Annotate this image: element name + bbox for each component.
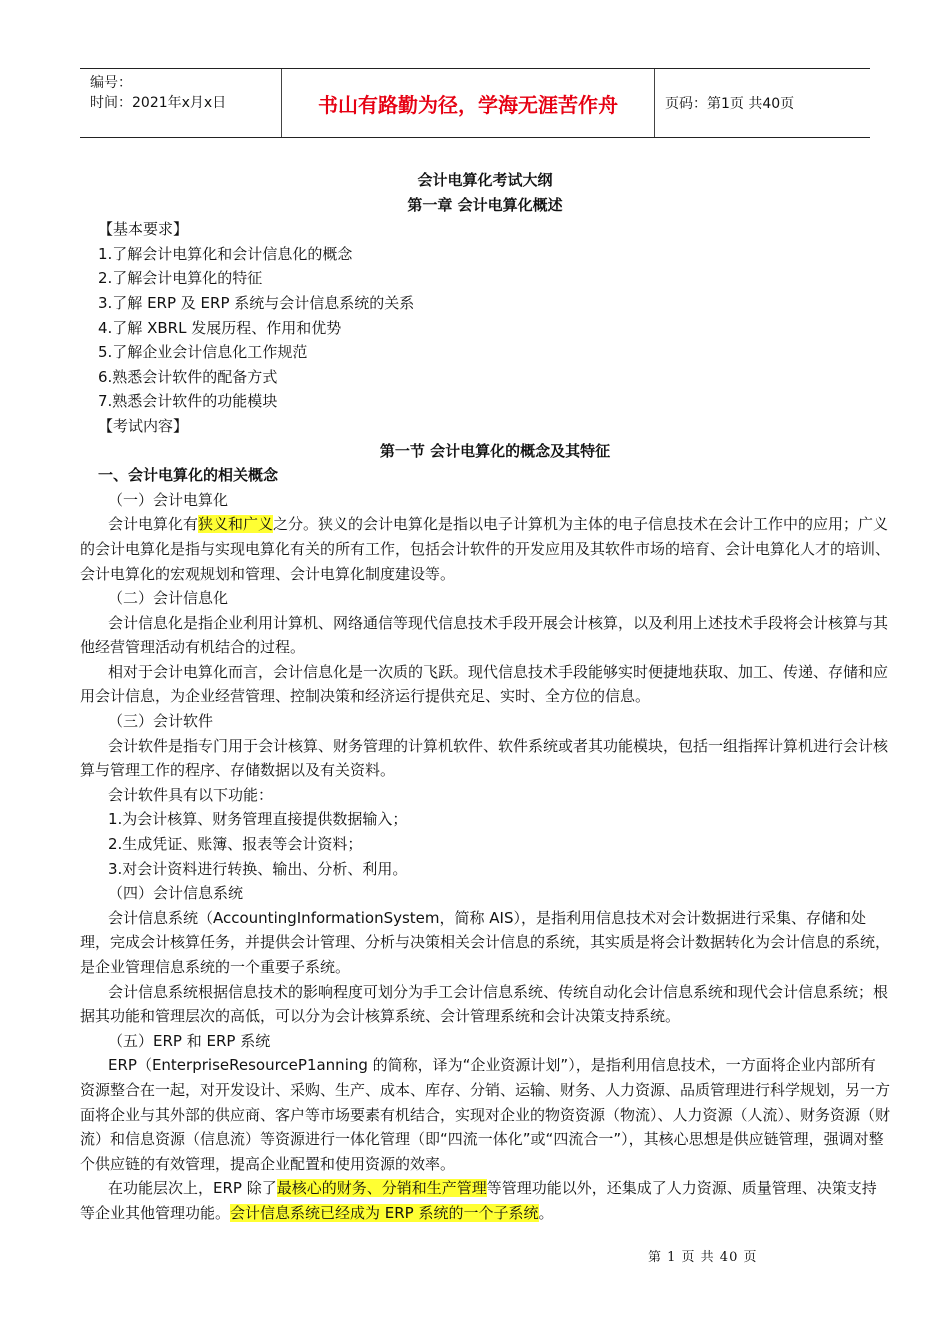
paragraph [80, 1176, 890, 1225]
paragraph: ERP（EnterpriseResourceP1anning 的简称，译为“企业资源计划”），是指利用信息技术，一方面将企业内部所有资源整合在一起，对开发设计、采购、生产、成本、库存、分销、运输、财务、人力资源、品质管理进行科学规划，另一方面将企业与其外部的供应商、客户等市场要素有机结合，实现对企业的物资资源（物流）、人力资源（人流）、财务资源（财流）和信息资源（信息流）等资源进行一体化管理（即“四流一体化”或“四流合一”），其核心思想是供应链管理，强调对整个供应链的有效管理，提高企业配置和使用资源的效率。 [80, 1056, 891, 1173]
highlight-text: 狭义和广义 [198, 515, 274, 534]
req-item: 6.熟悉会计软件的配备方式 [98, 367, 278, 386]
paragraph: 会计信息系统根据信息技术的影响程度可划分为手工会计信息系统、传统自动化会计信息系统和现代会计信息系统；根据其功能和管理层次的高低，可以分为会计核算系统、会计管理系统和会计决策支持系统。 [80, 982, 889, 1026]
page-footer: 第 1 页 共 40 页 [648, 1250, 758, 1265]
highlight-text: 最核心的财务、分销和生产管理 [276, 1179, 487, 1198]
paragraph: 相对于会计电算化而言，会计信息化是一次质的飞跃。现代信息技术手段能够实时便捷地获取、加工、传递、存储和应用会计信息，为企业经营管理、控制决策和经济运行提供充足、实时、全方位的信息。 [80, 662, 889, 706]
paragraph: 会计软件具有以下功能： [108, 785, 274, 804]
text-run: 会计电算化有 [108, 515, 199, 534]
text-run: 在功能层次上，ERP 除了 [108, 1179, 277, 1198]
exam-content-label: 【考试内容】 [98, 416, 189, 435]
header-motto: 书山有路勤为径，学海无涯苦作舟 [281, 69, 655, 137]
paragraph: 会计信息系统（AccountingInformationSystem，简称 AIS），是指利用信息技术对会计数据进行采集、存储和处理，完成会计核算任务，并提供会计管理、分析与决策相关会计信息的系统，其实质是将会计数据转化为会计信息的系统，是企业管理信息系统的一个重要子系统。 [80, 908, 891, 976]
sub-heading: （二）会计信息化 [108, 589, 229, 608]
number-label: 编号： [90, 75, 132, 91]
req-item: 7.熟悉会计软件的功能模块 [98, 392, 278, 411]
header-page-info: 页码：第1页 共40页 [665, 96, 795, 112]
req-item: 5.了解企业会计信息化工作规范 [98, 343, 308, 362]
time-label: 时间：2021年x月x日 [90, 95, 227, 111]
paragraph [80, 512, 890, 586]
basic-req-label: 【基本要求】 [98, 220, 189, 239]
func-item: 1.为会计核算、财务管理直接提供数据输入； [108, 810, 408, 829]
doc-title: 会计电算化考试大纲 [417, 171, 553, 189]
func-item: 3.对会计资料进行转换、输出、分析、利用。 [108, 859, 408, 878]
chapter-title: 第一章 会计电算化概述 [407, 195, 563, 214]
sub-heading: （四）会计信息系统 [108, 884, 244, 903]
text-run: 等管理功能以外，还集成了人力资源、质量管理、决策支持等企业其他管理功能。 [80, 1179, 877, 1222]
req-item: 3.了解 ERP 及 ERP 系统与会计信息系统的关系 [98, 293, 415, 312]
sub-heading: （五）ERP 和 ERP 系统 [108, 1031, 271, 1050]
text-run: 之分。狭义的会计电算化是指以电子计算机为主体的电子信息技术在会计工作中的应用；广义的会计电算化是指与实现电算化有关的所有工作，包括会计软件的开发应用及其软件市场的培育、会计电算化人才的培训、会计电算化的宏观规划和管理、会计电算化制度建设等。 [80, 515, 891, 583]
req-item: 1.了解会计电算化和会计信息化的概念 [98, 244, 353, 263]
sub-heading: （一）会计电算化 [108, 490, 229, 509]
text-run: 。 [538, 1203, 554, 1222]
sub-heading: （三）会计软件 [108, 712, 214, 731]
paragraph: 会计软件是指专门用于会计核算、财务管理的计算机软件、软件系统或者其功能模块，包括一组指挥计算机进行会计核算与管理工作的程序、存储数据以及有关资料。 [80, 736, 889, 780]
document-body [80, 168, 890, 1226]
highlight-text: 会计信息系统已经成为 ERP 系统的一个子系统 [230, 1203, 539, 1222]
func-item: 2.生成凭证、账簿、报表等会计资料； [108, 835, 363, 854]
req-item: 4.了解 XBRL 发展历程、作用和优势 [98, 318, 342, 337]
paragraph: 会计信息化是指企业利用计算机、网络通信等现代信息技术手段开展会计核算，以及利用上述技术手段将会计核算与其他经营管理活动有机结合的过程。 [80, 613, 889, 657]
header-info-cell [80, 69, 281, 137]
section-title: 第一节 会计电算化的概念及其特征 [379, 441, 611, 460]
page-header [80, 68, 870, 138]
part-heading: 一、会计电算化的相关概念 [98, 466, 279, 485]
req-item: 2.了解会计电算化的特征 [98, 269, 263, 288]
